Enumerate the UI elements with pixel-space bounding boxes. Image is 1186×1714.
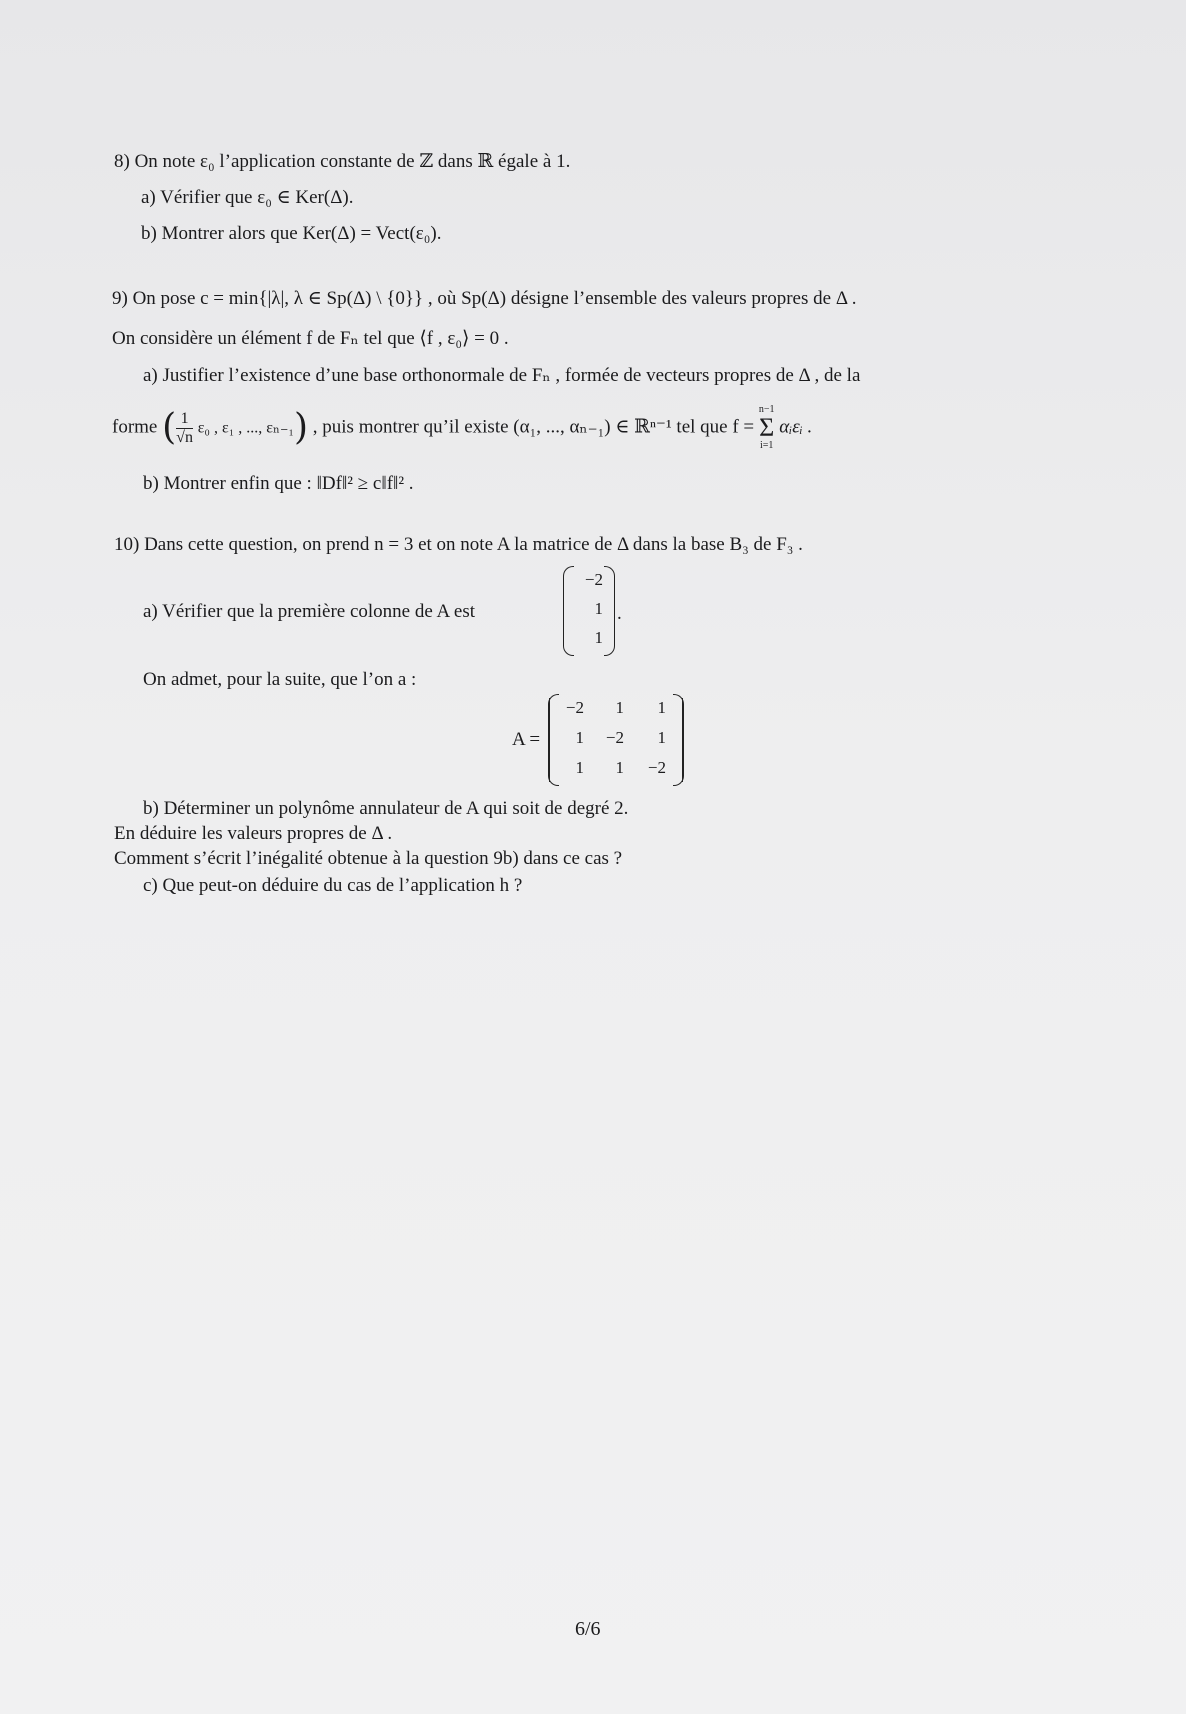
close-paren: ) xyxy=(293,407,309,448)
q9a-middle: , puis montrer qu’il existe (α₁, ..., αₙ₋₁) ∈ ℝⁿ⁻¹ tel que f = xyxy=(312,416,755,438)
q9b: b) Montrer enfin que : ‖Df‖² ≥ c‖f‖² . xyxy=(143,473,414,494)
q10-statement: 10) Dans cette question, on prend n = 3 et on note A la matrice de Δ dans la base B₃ de F₃ . xyxy=(114,534,803,555)
matrix-A xyxy=(548,694,684,786)
a12: 1 xyxy=(615,698,624,717)
matrix-label: A = xyxy=(512,729,541,750)
frac-den: √n xyxy=(176,428,193,446)
first-column-vector xyxy=(563,566,615,656)
basis-vectors: ε₀ , ε₁ , ..., εₙ₋₁ xyxy=(197,419,294,437)
page-number: 6/6 xyxy=(575,1618,601,1640)
a13: 1 xyxy=(657,698,666,717)
sum-upper: n−1 xyxy=(758,404,775,415)
a11: −2 xyxy=(565,698,584,717)
frac-num: 1 xyxy=(176,410,193,429)
q10b-line1: b) Déterminer un polynôme annulateur de A qui soit de degré 2. xyxy=(143,798,629,819)
sum-symbol: n−1 Σ i=1 xyxy=(758,404,775,451)
q9-element: On considère un élément f de Fₙ tel que ⟨f , ε₀⟩ = 0 . xyxy=(112,328,509,349)
q9-statement: 9) On pose c = min{|λ|, λ ∈ Sp(Δ) \ {0}} , où Sp(Δ) désigne l’ensemble des valeurs propres de Δ . xyxy=(112,288,857,309)
q8a: a) Vérifier que ε₀ ∈ Ker(Δ). xyxy=(141,187,354,208)
a21: 1 xyxy=(575,728,584,747)
a23: 1 xyxy=(657,728,666,747)
q10b-line3: Comment s’écrit l’inégalité obtenue à la question 9b) dans ce cas ? xyxy=(114,848,623,869)
sum-lower: i=1 xyxy=(760,440,774,451)
col-entry-2: 1 xyxy=(594,599,603,618)
q8b: b) Montrer alors que Ker(Δ) = Vect(ε₀). xyxy=(141,223,442,244)
open-paren: ( xyxy=(162,407,177,448)
q10-admet: On admet, pour la suite, que l’on a : xyxy=(143,669,417,690)
a32: 1 xyxy=(615,758,624,777)
q9a-line1: a) Justifier l’existence d’une base orthonormale de Fₙ , formée de vecteurs propres de Δ , de la xyxy=(143,365,861,386)
period: . xyxy=(617,603,622,624)
q10a: a) Vérifier que la première colonne de A est xyxy=(143,601,476,622)
q9a-line2 xyxy=(112,404,812,452)
q9a-forme: forme xyxy=(112,416,158,438)
sum-term: αᵢεᵢ . xyxy=(779,416,813,438)
fraction-1-sqrt-n xyxy=(176,410,193,447)
a33: −2 xyxy=(647,758,666,777)
q8-statement: 8) On note ε₀ l’application constante de ℤ dans ℝ égale à 1. xyxy=(114,151,571,172)
q10b-line2: En déduire les valeurs propres de Δ . xyxy=(114,823,393,844)
q10c: c) Que peut-on déduire du cas de l’application h ? xyxy=(143,875,523,896)
a31: 1 xyxy=(575,758,584,777)
a22: −2 xyxy=(605,728,624,747)
col-entry-1: −2 xyxy=(584,570,603,589)
col-entry-3: 1 xyxy=(594,628,603,647)
